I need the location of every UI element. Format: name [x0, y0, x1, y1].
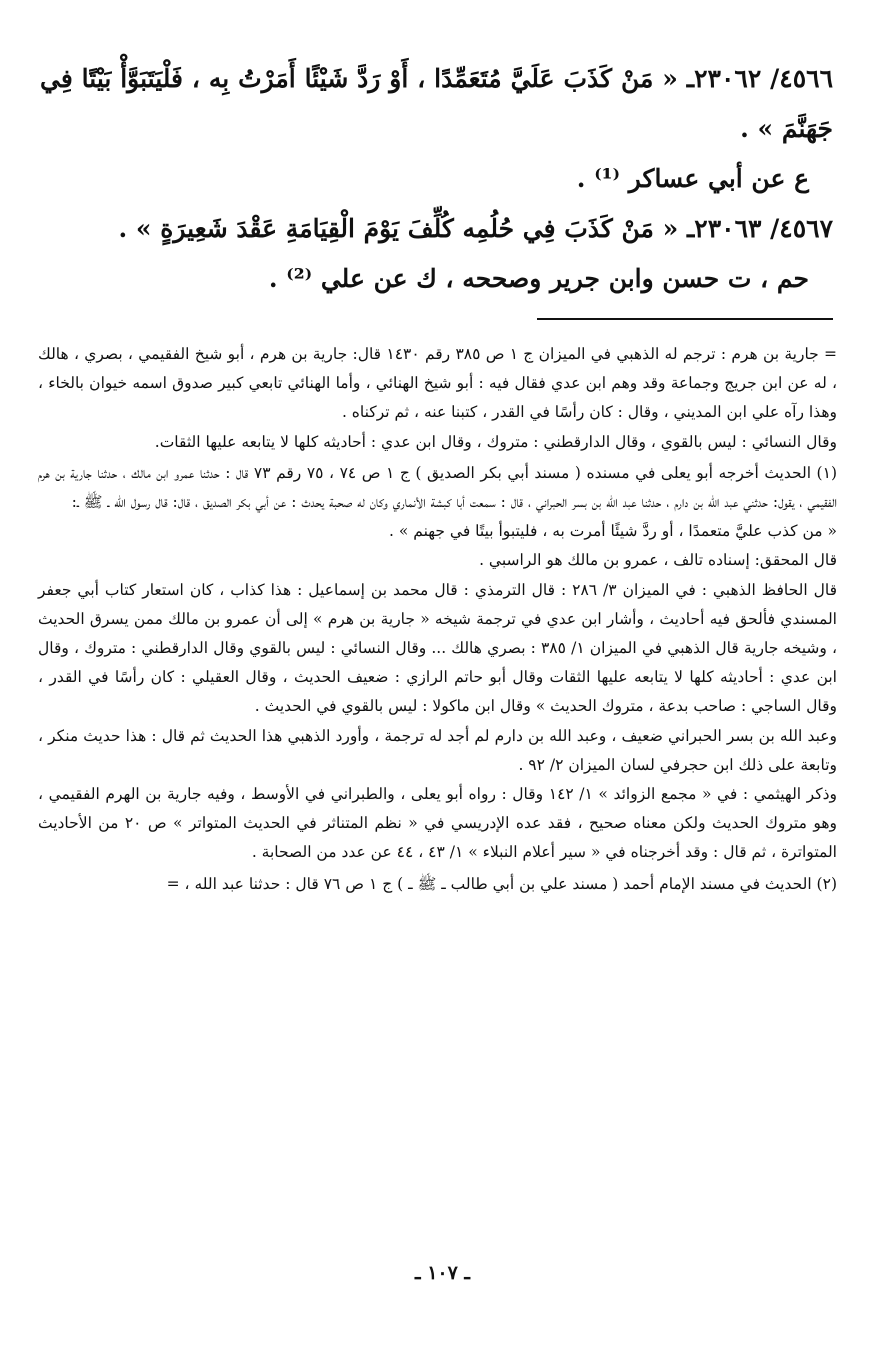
hadith-4566: ٤٥٦٦/ ٢٣٠٦٢ـ « مَنْ كَذَبَ عَلَيَّ مُتَعَمِّدًا ، أَوْ رَدَّ شَيْئًا أَمَرْتُ بِه ، فَلْيَتَبَوَّأْ بَيْتًا فِي جَهَنَّمَ » .: [40, 64, 833, 143]
footnote-1-quote: « من كذب عليَّ متعمدًا ، أو ردَّ شيئًا أمرت به ، فليتبوأ بيتًا في جهنم » .: [389, 522, 837, 541]
footnote-1: (١) الحديث أخرجه أبو يعلى في مسنده ( مسند أبي بكر الصديق ) ج ١ ص ٧٤ ، ٧٥ رقم ٧٣ قال : حدثنا عمرو ابن مالك ، حدثنا جارية بن هرم الفقيمي ، يقول: حدثني عبد الله بن دارم ، حدثنا عبد الله بن بسر الحبراني ، قال : سمعت أبا كبشة الأنماري وكان له صحبة يحدث : عن أبي بكر الصديق ، قال: قال رسول الله ـ ﷺ ـ:: [38, 463, 837, 512]
footnote-2: (٢) الحديث في مسند الإمام أحمد ( مسند علي بن أبي طالب ـ ﷺ ـ ) ج ١ ص ٧٦ قال : حدثنا عبد الله ، =: [166, 874, 837, 893]
footnote-continuation-2: وقال النسائي : ليس بالقوي ، وقال الدارقطني : متروك ، وقال ابن عدي : أحاديثه كلها لا يتابعه عليها الثقات.: [154, 432, 837, 451]
footnote-continuation: = جارية بن هرم : ترجم له الذهبي في الميزان ج ١ ص ٣٨٥ رقم ١٤٣٠ قال: جارية بن هرم ، أبو شيخ الفقيمي ، بصري ، هالك ، له عن ابن جريج وجماعة وقد وهم ابن عدي فقال فيه : أبو شيخ الهنائي ، وأما الهنائي تابعي كبير صدوق اسمه خيوان بالخاء ، وهذا رآه علي ابن المديني ، وقال : كان رأسًا في القدر ، كتبنا عنه ، ثم تركناه .: [38, 345, 837, 422]
page-number: ـ ١٠٧ ـ: [415, 1262, 470, 1284]
footnote-separator: [537, 318, 833, 320]
footnote-1-paragraph-4: وعبد الله بن بسر الحبراني ضعيف ، وعبد الله بن دارم لم أجد له ترجمة ، وأورد الذهبي هذا الحديث ثم قال : هذا حديث منكر ، وتابعة على ذلك ابن حجرفي لسان الميزان ٢/ ٩٢ .: [38, 726, 837, 774]
footnote-1-paragraph-5: وذكر الهيثمي : في « مجمع الزوائد » ١/ ١٤٢ وقال : رواه أبو يعلى ، والطبراني في الأوسط ، وفيه جارية بن الهرم الفقيمي ، وهو متروك الحديث ولكن معناه صحيح ، فقد عده الإدريسي في « نظم المتناثر في الحديث المتواتر » ص ٢٠ من الأحاديث المتواترة ، ثم قال : وقد أخرجناه في « سير أعلام النبلاء » ١/ ٤٣ ، ٤٤ عن عدد من الصحابة .: [38, 785, 837, 862]
footnotes: [38, 340, 837, 899]
footnote-1-paragraph-3: قال الحافظ الذهبي : في الميزان ٣/ ٢٨٦ : قال الترمذي : قال محمد بن إسماعيل : هذا كذاب ، كان استعار كتاب أبي جعفر المسندي فألحق فيه أحاديث ، وأشار ابن عدي في ترجمة شيخه « جارية بن هرم » إلى أن عمرو بن مالك ممن يسرق الحديث ، وشيخه جارية قال الذهبي في الميزان ١/ ٣٨٥ : بصري هالك ... وقال النسائي : ليس بالقوي وقال الدارقطني : متروك ، وقال ابن عدي : أحاديثه كلها لا يتابعه عليها الثقات وقال أبو حاتم الرازي : ضعيف الحديث ، وقال العقيلي : كان رأسًا في القدر ، وقال الساجي : صاحب بدعة ، متروك الحديث » وقال ابن ماكولا : ليس بالقوي في الحديث .: [38, 580, 837, 716]
hadith-4567: ٤٥٦٧/ ٢٣٠٦٣ـ « مَنْ كَذَبَ فِي حُلُمِه كُلِّفَ يَوْمَ الْقِيَامَةِ عَقْدَ شَعِيرَةٍ » .: [118, 214, 833, 243]
main-text: [40, 54, 833, 304]
footnote-1-paragraph-2: قال المحقق: إسناده تالف ، عمرو بن مالك هو الراسبي .: [479, 551, 837, 570]
hadith-4566-source: ع عن أبي عساكر ⁽¹⁾ .: [576, 164, 809, 193]
hadith-4567-source: حم ، ت حسن وابن جرير وصححه ، ك عن علي ⁽²⁾ .: [268, 264, 809, 293]
